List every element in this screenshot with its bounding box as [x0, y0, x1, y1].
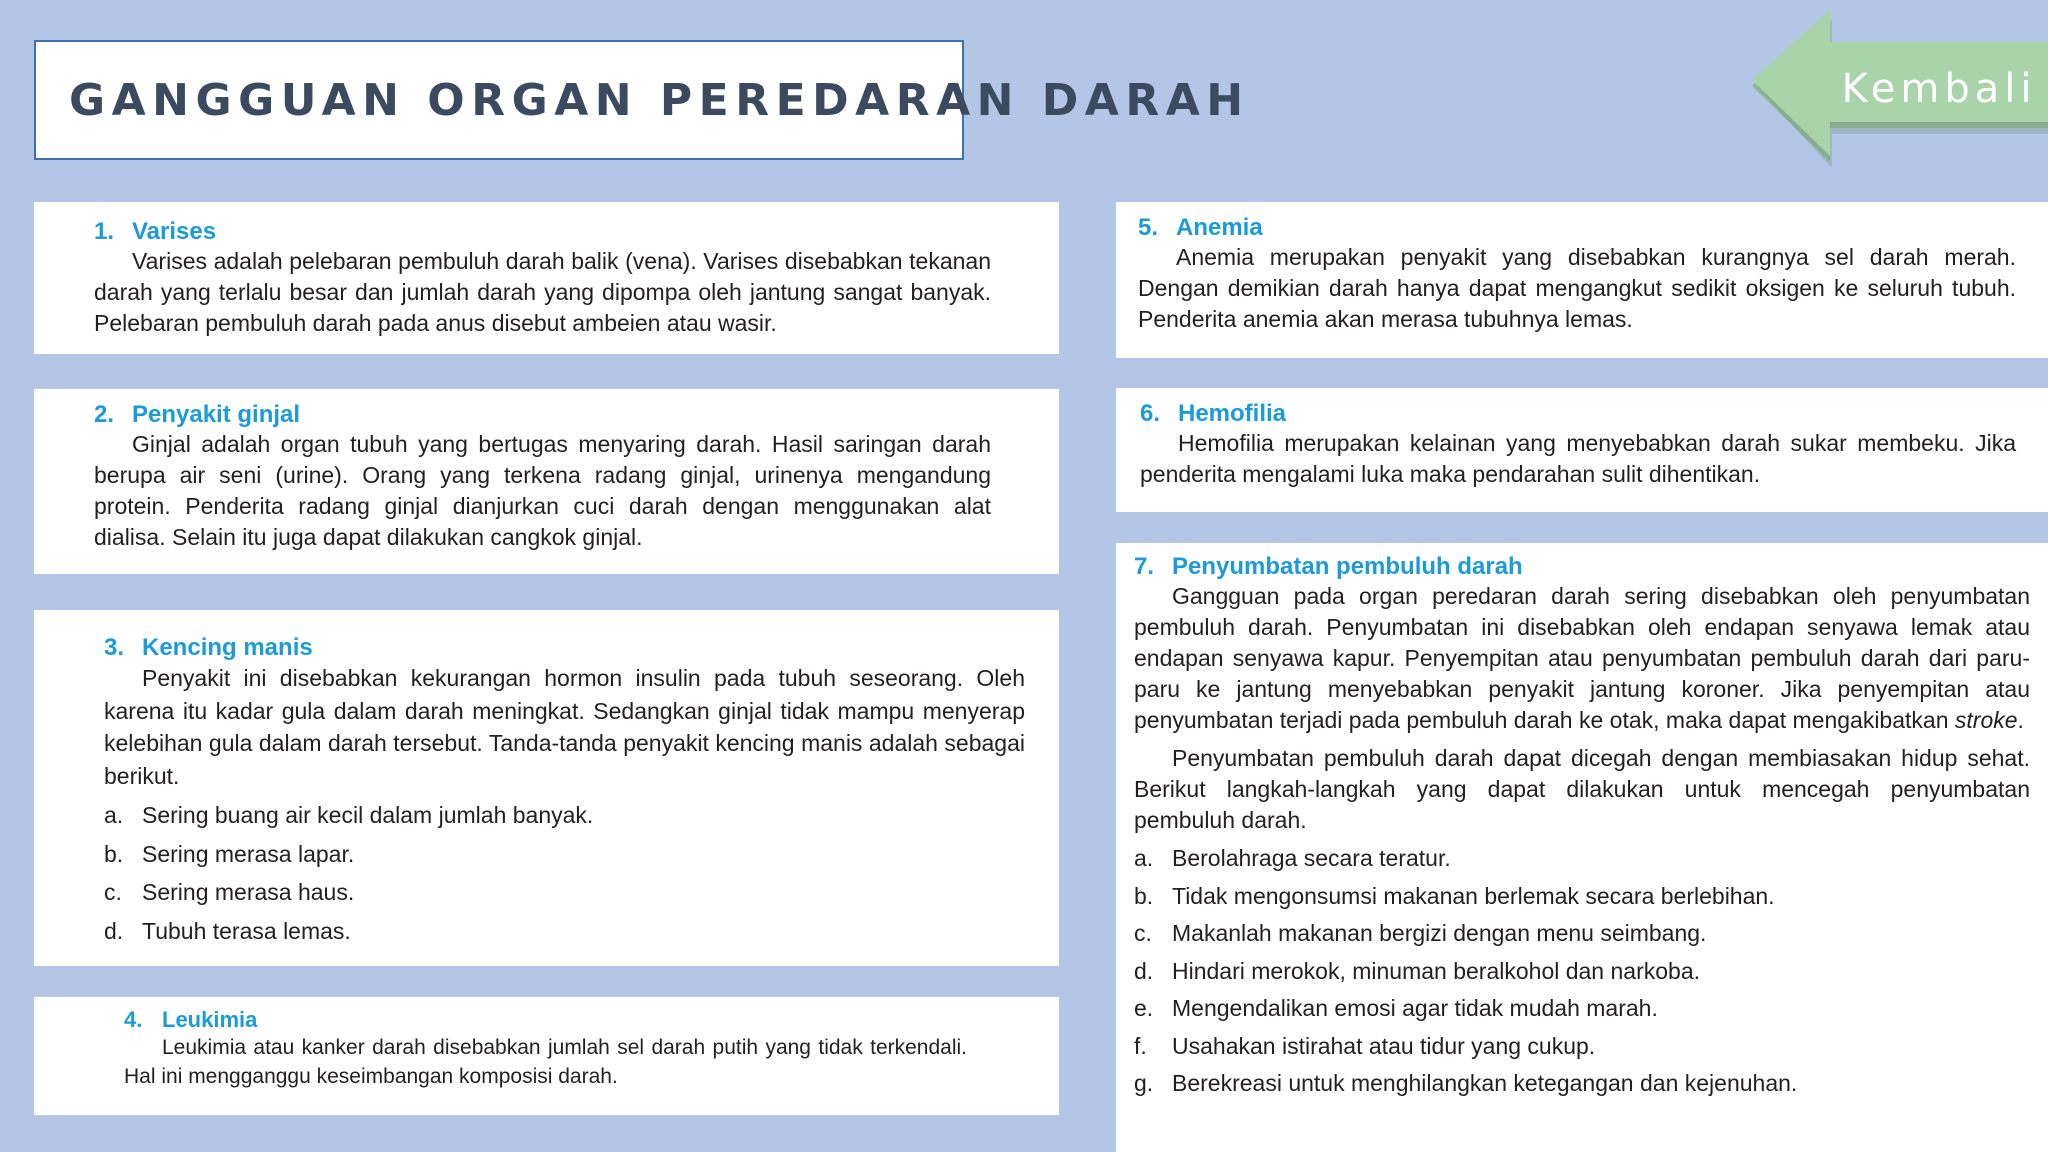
card-heading: 7. Penyumbatan pembuluh darah [1134, 553, 1523, 580]
card-heading: 6. Hemofilia [1140, 400, 1287, 427]
card-heading: 2. Penyakit ginjal [94, 401, 301, 428]
card-leukimia [34, 997, 1059, 1115]
prevention-list [1134, 840, 2030, 1103]
list-item: c. Makanlah makanan bergizi dengan menu seimbang. [1134, 920, 1707, 946]
card-penyakit-ginjal [34, 389, 1059, 574]
card-anemia [1116, 202, 2048, 358]
list-item: a. Berolahraga secara teratur. [1134, 845, 1451, 871]
list-item: b. Tidak mengonsumsi makanan berlemak secara berlebihan. [1134, 882, 1775, 909]
card-body: Gangguan pada organ peredaran darah sering disebabkan oleh penyumbatan pembuluh darah. Penyumbatan ini disebabkan oleh endapan senyawa lemak atau endapan senyawa kapur. Penyempitan atau penyumbatan pembuluh darah dari paru-paru ke jantung menyebabkan penyakit jantung koroner. Jika penyempitan atau penyumbatan terjadi pada pembuluh darah ke otak, maka dapat mengakibatkan stroke. [1134, 583, 2030, 733]
card-body-2: Penyumbatan pembuluh darah dapat dicegah dengan membiasakan hidup sehat. Berikut langkah-langkah yang dapat dilakukan untuk mencegah penyumbatan pembuluh darah. [1134, 745, 2030, 833]
card-kencing-manis [34, 610, 1059, 966]
card-body: Ginjal adalah organ tubuh yang bertugas menyaring darah. Hasil saringan darah berupa air seni (urine). Orang yang terkena radang ginjal, urinenya mengandung protein. Penderita radang ginjal dianjurkan cuci darah dengan menggunakan alat dialisa. Selain itu juga dapat dilakukan cangkok ginjal. [94, 431, 991, 550]
list-item: a. Sering buang air kecil dalam jumlah banyak. [104, 802, 594, 828]
card-body: Penyakit ini disebabkan kekurangan hormon insulin pada tubuh seseorang. Oleh karena itu kadar gula dalam darah meningkat. Sedangkan ginjal tidak mampu menyerap kelebihan gula dalam darah tersebut. Tanda-tanda penyakit kencing manis adalah sebagai berikut. [104, 665, 1025, 789]
card-body: Leukimia atau kanker darah disebabkan jumlah sel darah putih yang tidak terkendali. Hal ini mengganggu keseimbangan komposisi darah. [124, 1036, 967, 1088]
list-item: f. Usahakan istirahat atau tidur yang cukup. [1134, 1032, 1596, 1059]
title-box [34, 40, 1250, 160]
list-item: e. Mengendalikan emosi agar tidak mudah marah. [1134, 995, 1658, 1021]
card-heading: 4. Leukimia [124, 1007, 258, 1032]
back-button[interactable] [1752, 10, 2048, 170]
card-body: Varises adalah pelebaran pembuluh darah balik (vena). Varises disebabkan tekanan darah yang terlalu besar dan jumlah darah yang dipompa oleh jantung sangat banyak. Pelebaran pembuluh darah pada anus disebut ambeien atau wasir. [94, 248, 991, 336]
card-body: Anemia merupakan penyakit yang disebabkan kurangnya sel darah merah. Dengan demikian darah hanya dapat mengangkut sedikit oksigen ke seluruh tubuh. Penderita anemia akan merasa tubuhnya lemas. [1138, 244, 2016, 332]
card-penyumbatan-pembuluh-darah [1116, 543, 2048, 1152]
stroke-term: stroke [1954, 707, 2018, 733]
card-varises [34, 202, 1059, 354]
list-item: c. Sering merasa haus. [104, 879, 355, 905]
list-item: g. Berekreasi untuk menghilangkan ketegangan dan kejenuhan. [1134, 1070, 1798, 1096]
card-heading: 3. Kencing manis [104, 634, 313, 661]
list-item: d. Tubuh terasa lemas. [104, 917, 351, 944]
back-label: Kembali [1841, 66, 2037, 112]
card-heading: 5. Anemia [1138, 214, 1263, 241]
list-item: d. Hindari merokok, minuman beralkohol dan narkoba. [1134, 957, 1701, 984]
symptom-list [104, 796, 1025, 950]
card-heading: 1. Varises [94, 218, 217, 245]
page-title: GANGGUAN ORGAN PEREDARAN DARAH [69, 74, 1250, 126]
card-hemofilia [1116, 388, 2048, 512]
card-body: Hemofilia merupakan kelainan yang menyebabkan darah sukar membeku. Jika penderita mengalami luka maka pendarahan sulit dihentikan. [1140, 430, 2016, 487]
list-item: b. Sering merasa lapar. [104, 840, 355, 867]
